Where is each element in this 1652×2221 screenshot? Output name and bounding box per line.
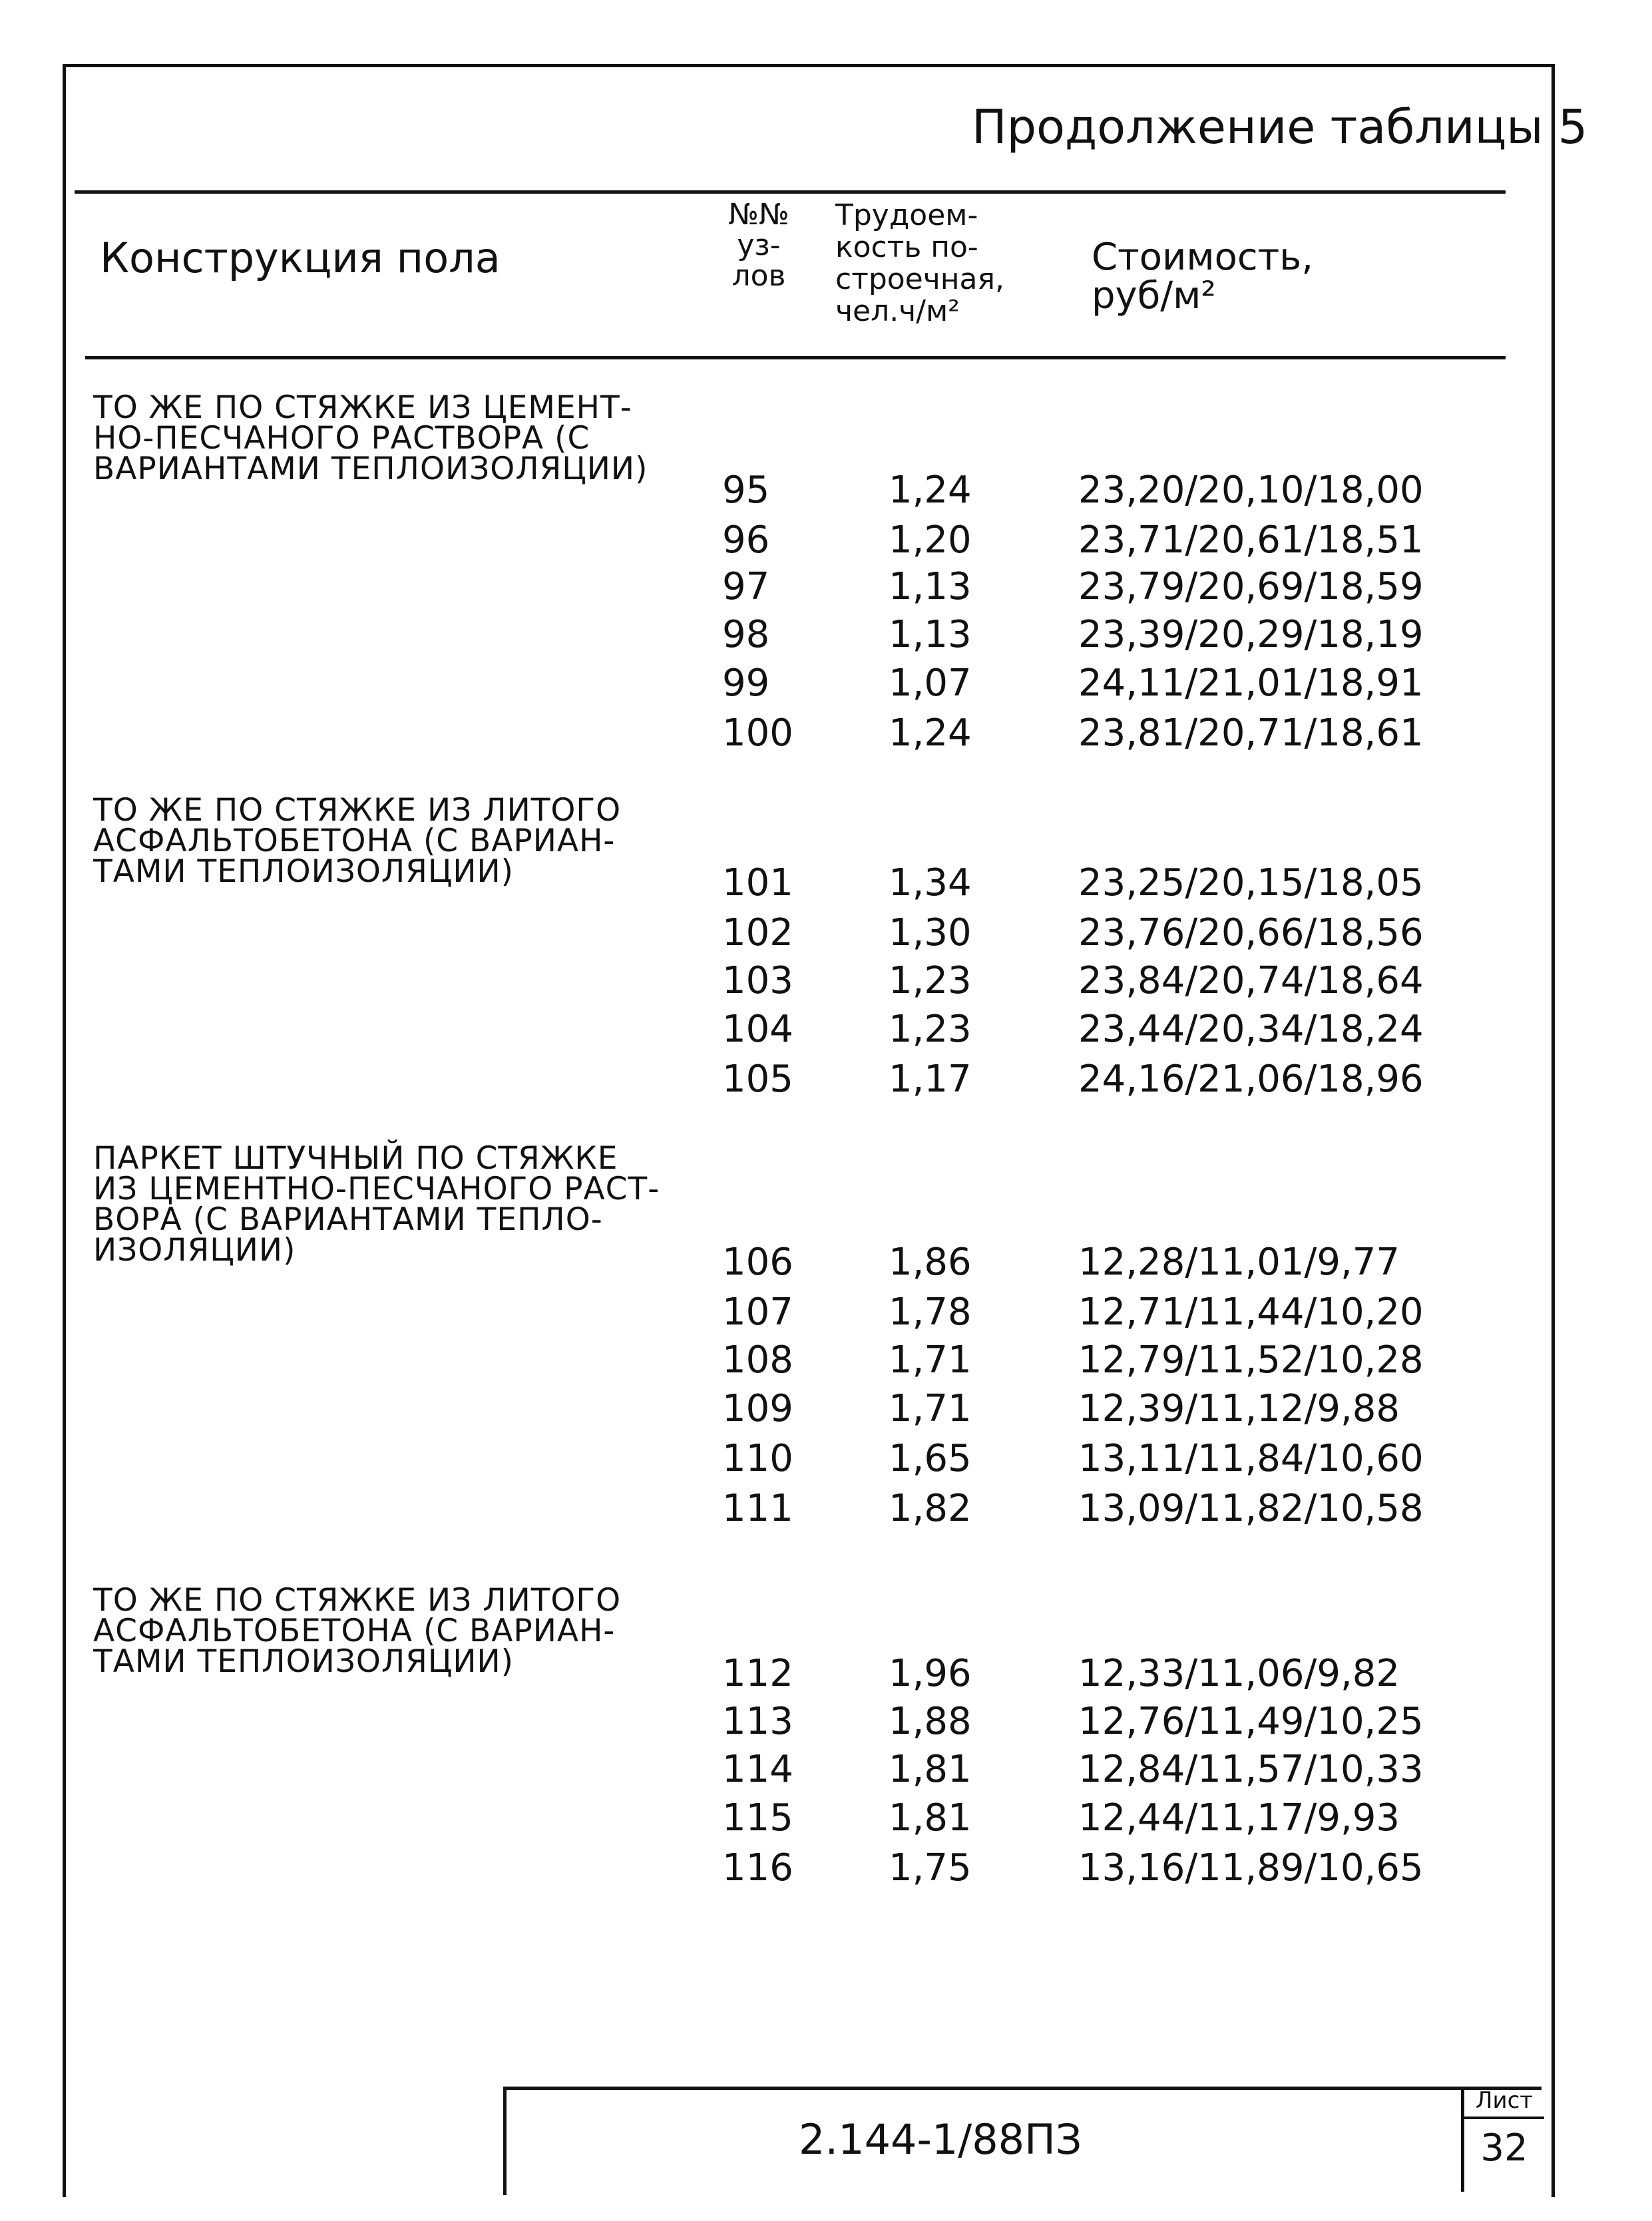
cost-cell: 12,33/11,06/9,82	[1078, 1652, 1400, 1695]
table-row	[0, 659, 1597, 708]
table-row	[0, 1288, 1597, 1337]
labor-intensity-cell: 1,86	[889, 1241, 972, 1284]
node-number-cell: 96	[722, 518, 770, 562]
labor-intensity-cell: 1,24	[889, 711, 972, 755]
labor-intensity-cell: 1,24	[889, 469, 972, 512]
table-row	[0, 1794, 1597, 1843]
table-row	[0, 1055, 1597, 1104]
table-row	[0, 1434, 1597, 1484]
labor-intensity-cell: 1,34	[889, 861, 972, 905]
node-number-cell: 112	[722, 1652, 793, 1695]
node-number-cell: 101	[722, 861, 793, 905]
section-label: ТО ЖЕ ПО СТЯЖКЕ ИЗ ЛИТОГО АСФАЛЬТОБЕТОНА (С ВАРИАН- ТАМИ ТЕПЛОИЗОЛЯЦИИ)	[93, 1582, 622, 1680]
table-row	[0, 516, 1597, 565]
node-number-cell: 110	[722, 1437, 793, 1480]
cost-cell: 23,76/20,66/18,56	[1078, 911, 1424, 954]
cost-cell: 23,39/20,29/18,19	[1078, 613, 1424, 656]
labor-intensity-cell: 1,78	[889, 1291, 972, 1334]
section-label: ТО ЖЕ ПО СТЯЖКЕ ИЗ ЦЕМЕНТ- НО-ПЕСЧАНОГО РАСТВОРА (С ВАРИАНТАМИ ТЕПЛОИЗОЛЯЦИИ)	[93, 389, 648, 487]
node-number-cell: 103	[722, 959, 793, 1002]
node-number-cell: 106	[722, 1241, 793, 1284]
labor-intensity-cell: 1,17	[889, 1058, 972, 1101]
table-row	[0, 909, 1597, 958]
header-top-rule	[75, 190, 1506, 194]
labor-intensity-cell: 1,13	[889, 613, 972, 656]
cost-cell: 12,84/11,57/10,33	[1078, 1748, 1424, 1791]
labor-intensity-cell: 1,81	[889, 1748, 972, 1791]
cost-cell: 12,28/11,01/9,77	[1078, 1241, 1400, 1284]
labor-intensity-cell: 1,65	[889, 1437, 972, 1480]
labor-intensity-cell: 1,88	[889, 1700, 972, 1743]
section-label: ТО ЖЕ ПО СТЯЖКЕ ИЗ ЛИТОГО АСФАЛЬТОБЕТОНА (С ВАРИАН- ТАМИ ТЕПЛОИЗОЛЯЦИИ)	[93, 792, 622, 890]
sheet-label: Лист	[1464, 2087, 1544, 2119]
labor-intensity-cell: 1,13	[889, 565, 972, 608]
labor-intensity-cell: 1,07	[889, 662, 972, 705]
node-number-cell: 115	[722, 1796, 793, 1840]
table-row	[0, 466, 1597, 515]
cost-cell: 23,25/20,15/18,05	[1078, 861, 1424, 905]
node-number-cell: 99	[722, 662, 770, 705]
table-continuation-title: Продолжение таблицы 5	[972, 100, 1588, 154]
cost-cell: 23,84/20,74/18,64	[1078, 959, 1424, 1002]
table-row	[0, 859, 1597, 908]
cost-cell: 23,71/20,61/18,51	[1078, 518, 1424, 562]
table-row	[0, 1745, 1597, 1794]
table-row	[0, 1649, 1597, 1699]
header-cost: Стоимость, руб/м²	[1092, 236, 1314, 317]
labor-intensity-cell: 1,81	[889, 1796, 972, 1840]
node-number-cell: 109	[722, 1387, 793, 1430]
header-construction: Конструкция пола	[100, 234, 501, 282]
cost-cell: 23,81/20,71/18,61	[1078, 711, 1424, 755]
cost-cell: 13,16/11,89/10,65	[1078, 1846, 1424, 1890]
table-row	[0, 1005, 1597, 1054]
labor-intensity-cell: 1,82	[889, 1487, 972, 1530]
node-number-cell: 113	[722, 1700, 793, 1743]
table-row	[0, 709, 1597, 758]
table-row	[0, 1484, 1597, 1533]
header-bottom-rule	[85, 356, 1506, 359]
section-label: ПАРКЕТ ШТУЧНЫЙ ПО СТЯЖКЕ ИЗ ЦЕМЕНТНО-ПЕСЧАНОГО РАСТ- ВОРА (С ВАРИАНТАМИ ТЕПЛО- ИЗОЛЯЦИИ)	[93, 1140, 660, 1269]
cost-cell: 23,79/20,69/18,59	[1078, 565, 1424, 608]
node-number-cell: 95	[722, 469, 770, 512]
table-row	[0, 1384, 1597, 1434]
labor-intensity-cell: 1,23	[889, 1008, 972, 1051]
node-number-cell: 105	[722, 1058, 793, 1101]
cost-cell: 12,79/11,52/10,28	[1078, 1338, 1424, 1382]
table-row	[0, 1844, 1597, 1893]
table-row	[0, 1336, 1597, 1385]
cost-cell: 12,76/11,49/10,25	[1078, 1700, 1424, 1743]
document-code: 2.144-1/88ПЗ	[799, 2115, 1082, 2164]
labor-intensity-cell: 1,71	[889, 1338, 972, 1382]
node-number-cell: 114	[722, 1748, 793, 1791]
header-node-number: №№ уз- лов	[728, 198, 789, 293]
node-number-cell: 100	[722, 711, 793, 755]
header-labor-intensity: Трудоем- кость по- строечная, чел.ч/м²	[835, 198, 1004, 328]
node-number-cell: 107	[722, 1291, 793, 1334]
labor-intensity-cell: 1,75	[889, 1846, 972, 1890]
cost-cell: 23,20/20,10/18,00	[1078, 469, 1424, 512]
table-row	[0, 610, 1597, 660]
labor-intensity-cell: 1,30	[889, 911, 972, 954]
cost-cell: 12,71/11,44/10,20	[1078, 1291, 1424, 1334]
sheet-number: 32	[1480, 2126, 1528, 2170]
node-number-cell: 108	[722, 1338, 793, 1382]
cost-cell: 13,09/11,82/10,58	[1078, 1487, 1424, 1530]
node-number-cell: 98	[722, 613, 770, 656]
table-row	[0, 1697, 1597, 1746]
labor-intensity-cell: 1,71	[889, 1387, 972, 1430]
cost-cell: 24,16/21,06/18,96	[1078, 1058, 1424, 1101]
node-number-cell: 116	[722, 1846, 793, 1890]
labor-intensity-cell: 1,96	[889, 1652, 972, 1695]
cost-cell: 23,44/20,34/18,24	[1078, 1008, 1424, 1051]
node-number-cell: 97	[722, 565, 770, 608]
cost-cell: 12,39/11,12/9,88	[1078, 1387, 1400, 1430]
table-row	[0, 562, 1597, 612]
cost-cell: 13,11/11,84/10,60	[1078, 1437, 1424, 1480]
table-row	[0, 1238, 1597, 1287]
node-number-cell: 102	[722, 911, 793, 954]
table-row	[0, 956, 1597, 1006]
node-number-cell: 111	[722, 1487, 793, 1530]
node-number-cell: 104	[722, 1008, 793, 1051]
labor-intensity-cell: 1,23	[889, 959, 972, 1002]
labor-intensity-cell: 1,20	[889, 518, 972, 562]
cost-cell: 24,11/21,01/18,91	[1078, 662, 1424, 705]
cost-cell: 12,44/11,17/9,93	[1078, 1796, 1400, 1840]
